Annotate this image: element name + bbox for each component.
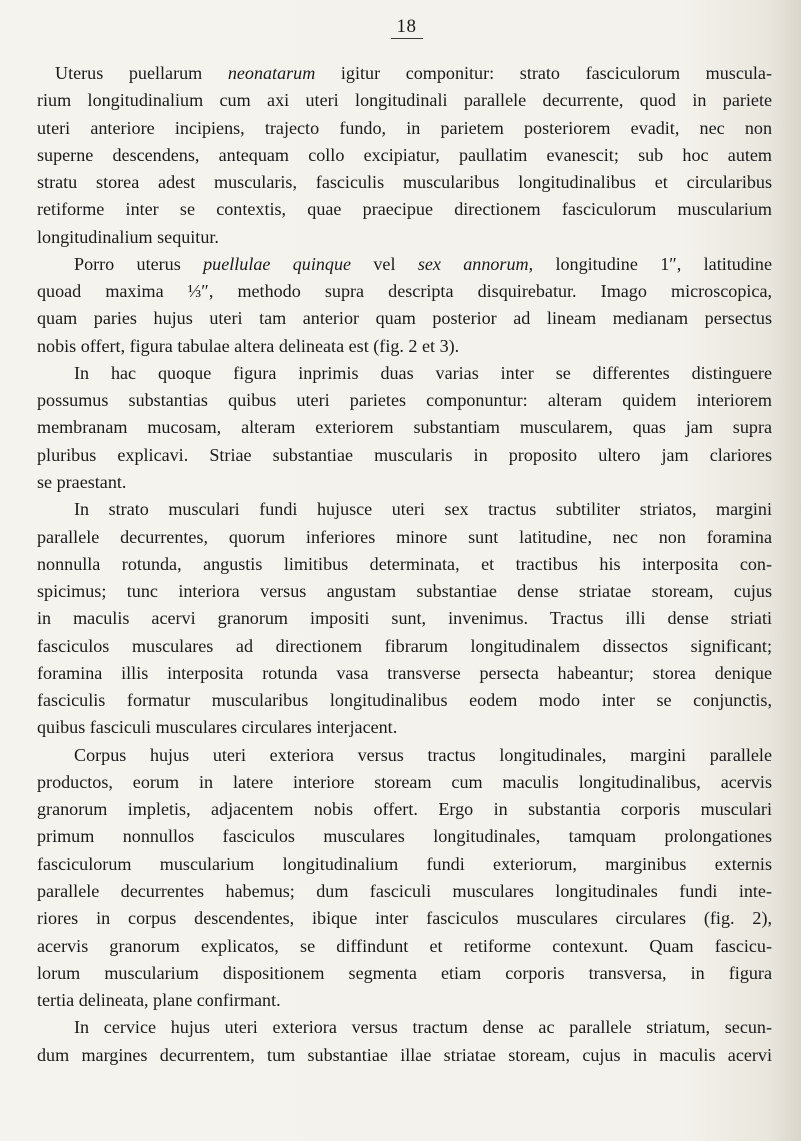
text-line: fasciculos musculares ad directionem fibrarum longitudinalem dissectos significant; — [37, 635, 772, 656]
text-line: In strato musculari fundi hujusce uteri sex tractus subtiliter striatos, margini — [74, 499, 772, 520]
text-line: Corpus hujus uteri exteriora versus tractus longitudinales, margini parallele — [74, 744, 772, 765]
text-line: granorum impletis, adjacentem nobis offert. Ergo in substantia corporis musculari — [37, 799, 772, 820]
text-line: dum margines decurrentem, tum substantiae illae striatae stoream, cujus in maculis acervi — [37, 1044, 772, 1065]
text-line: uteri anteriore incipiens, trajecto fundo, in parietem posteriorem evadit, nec non — [37, 117, 772, 138]
text-line: spicimus; tunc interiora versus angustam substantiae dense striatae stoream, cujus — [37, 581, 772, 602]
text-line: rium longitudinalium cum axi uteri longitudinali parallele decurrente, quod in pariete — [37, 90, 772, 111]
text-line: parallele decurrentes habemus; dum fasciculi musculares longitudinales fundi inte- — [37, 880, 772, 901]
text-line: se praestant. — [37, 471, 127, 492]
text-line: tertia delineata, plane confirmant. — [37, 990, 281, 1011]
text-line: acervis granorum explicatos, se diffindunt et retiforme contexunt. Quam fascicu- — [37, 935, 772, 956]
text-line: Porro uterus puellulae quinque vel sex annorum, longitudine 1″, latitudine — [74, 253, 772, 274]
text-line: Uterus puellarum neonatarum igitur componitur: strato fasciculorum muscula- — [55, 63, 772, 83]
text-line: foramina illis interposita rotunda vasa transverse persecta habeantur; storea denique — [37, 662, 772, 683]
text-line: nobis offert, figura tabulae altera delineata est (fig. 2 et 3). — [37, 335, 460, 356]
text-line: nonnulla rotunda, angustis limitibus determinata, et tractibus his interposita con- — [37, 553, 772, 574]
text-line: in maculis acervi granorum impositi sunt, invenimus. Tractus illi dense striati — [37, 608, 772, 629]
text-line: fasciculorum muscularium longitudinalium fundi exteriorum, marginibus externis — [37, 853, 772, 874]
body-text — [37, 60, 772, 1069]
text-line: productos, eorum in latere interiore stoream cum maculis longitudinalibus, acervis — [37, 771, 772, 792]
text-line: quoad maxima ⅓″, methodo supra descripta disquirebatur. Imago microscopica, — [37, 281, 772, 302]
text-line: In hac quoque figura inprimis duas varias inter se differentes distinguere — [74, 362, 772, 383]
text-line: superne descendens, antequam collo excipiatur, paullatim evanescit; sub hoc autem — [37, 144, 772, 165]
text-line: fasciculis formatur muscularibus longitudinalibus eodem modo inter se conjunctis, — [37, 690, 772, 711]
page-number-text: 18 — [391, 16, 423, 39]
text-line: riores in corpus descendentes, ibique inter fasciculos musculares circulares (fig. 2), — [37, 908, 772, 929]
text-line: retiforme inter se contextis, quae praecipue directionem fasciculorum muscularium — [37, 199, 772, 220]
text-line: primum nonnullos fasciculos musculares longitudinales, tamquam prolongationes — [37, 826, 772, 847]
text-line: possumus substantias quibus uteri parietes componuntur: alteram quidem interiorem — [37, 390, 772, 411]
text-line: parallele decurrentes, quorum inferiores minore sunt latitudine, nec non foramina — [37, 526, 772, 547]
text-line: pluribus explicavi. Striae substantiae muscularis in proposito ultero jam clariores — [37, 444, 772, 465]
text-line: longitudinalium sequitur. — [37, 226, 219, 247]
text-line: lorum muscularium dispositionem segmenta etiam corporis transversa, in figura — [37, 962, 772, 983]
text-line: membranam mucosam, alteram exteriorem substantiam muscularem, quas jam supra — [37, 417, 772, 438]
text-line: stratu storea adest muscularis, fasciculis muscularibus longitudinalibus et circularibus — [37, 172, 772, 193]
page-number — [0, 16, 801, 39]
text-line: quibus fasciculi musculares circulares interjacent. — [37, 717, 398, 738]
text-line: In cervice hujus uteri exteriora versus tractum dense ac parallele striatum, secun- — [74, 1017, 772, 1038]
text-line: quam paries hujus uteri tam anterior quam posterior ad lineam medianam persectus — [37, 308, 772, 329]
